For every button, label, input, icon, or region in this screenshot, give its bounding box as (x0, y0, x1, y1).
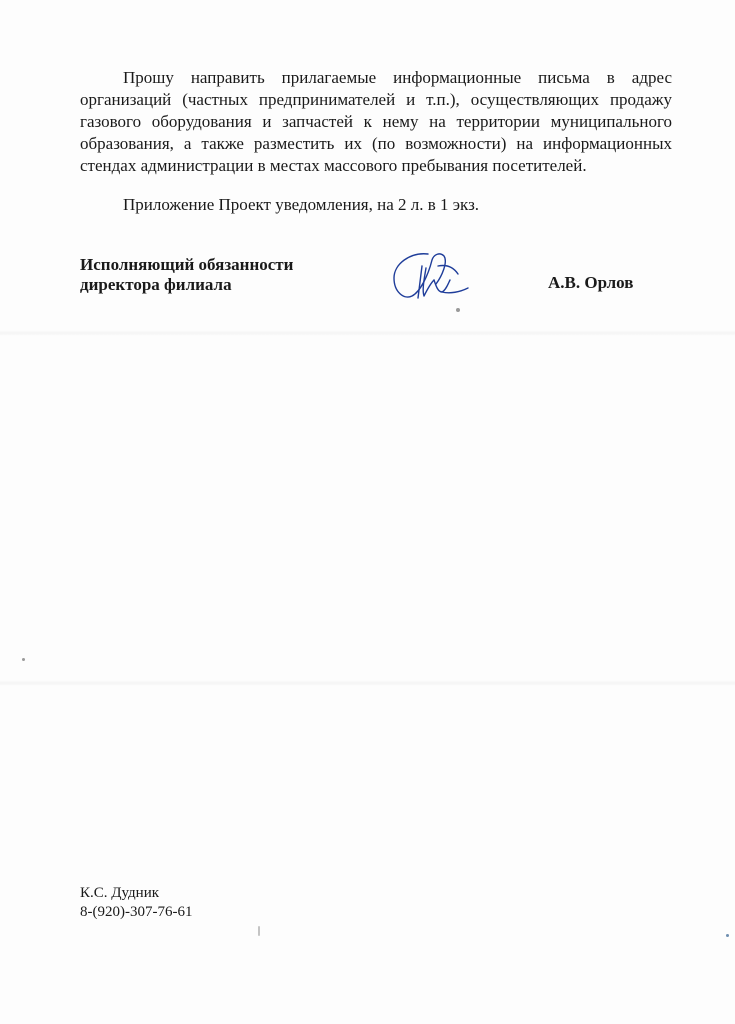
signer-position-line-1: Исполняющий обязанности (80, 255, 294, 274)
request-paragraph-text: Прошу направить прилагаемые информационные письма в адрес организаций (частных предпринимателей и т.п.), осуществляющих продажу газового оборудования и запчастей к нему на территории муниципального образования, а также разместить их (по возможности) на информационных стендах администрации в местах массового пребывания посетителей. (80, 68, 672, 175)
attachment-paragraph (80, 194, 672, 216)
executor-name: К.С. Дудник (80, 885, 160, 901)
executor-phone: 8-(920)-307-76-61 (80, 904, 193, 920)
handwritten-signature-icon (388, 246, 472, 306)
paper-fold-line (0, 680, 735, 686)
signer-position (80, 255, 293, 295)
signer-name: А.В. Орлов (548, 273, 634, 292)
request-paragraph (80, 67, 672, 177)
scan-speck (22, 658, 25, 661)
attachment-paragraph-text: Приложение Проект уведомления, на 2 л. в 1 экз. (123, 195, 480, 214)
executor-contact (80, 884, 192, 922)
signer-position-line-2: директора филиала (80, 275, 232, 294)
scan-speck (456, 308, 460, 312)
paper-fold-line (0, 330, 735, 336)
scan-speck (726, 934, 729, 937)
scan-speck (258, 926, 260, 936)
